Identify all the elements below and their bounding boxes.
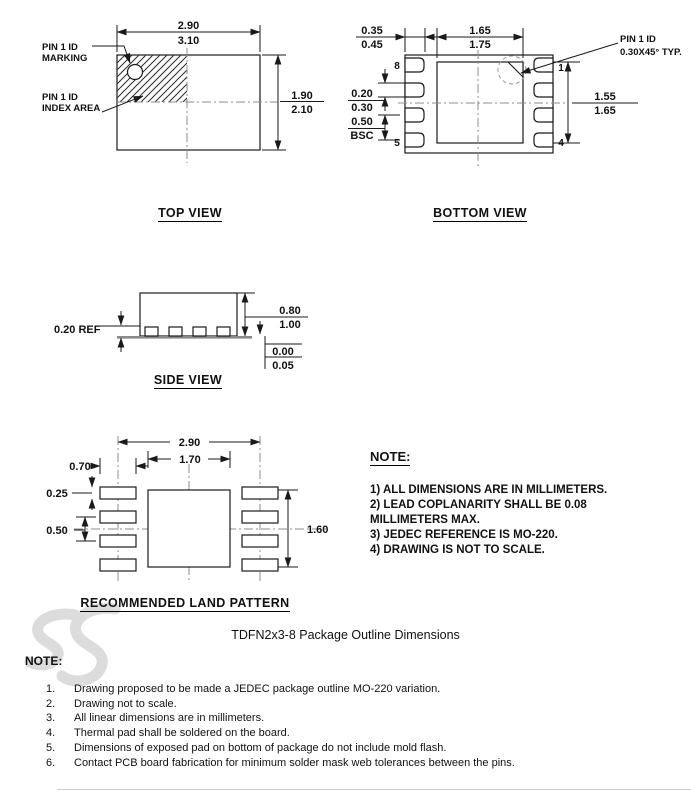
- body-height-dimension: [237, 293, 308, 336]
- dim-label: 0.50: [46, 525, 68, 537]
- footer-note-item: [46, 756, 666, 771]
- item-number: 1.: [46, 683, 56, 695]
- callout-label: INDEX AREA: [42, 103, 101, 114]
- footer-note-item: [46, 711, 666, 726]
- callout-label: MARKING: [42, 53, 88, 64]
- dim-label: 0.30: [351, 102, 373, 114]
- side-view-title: SIDE VIEW: [153, 373, 223, 387]
- footer-note-heading: NOTE:: [25, 654, 63, 668]
- note-item: 4) DRAWING IS NOT TO SCALE.: [370, 544, 545, 556]
- note-item: 2) LEAD COPLANARITY SHALL BE 0.08 MILLIMETERS MAX.: [370, 499, 587, 526]
- land-pattern-drawing: [30, 430, 360, 595]
- dim-label: 1.00: [279, 319, 301, 331]
- dim-label: 0.70: [69, 461, 91, 473]
- dim-label: 0.00: [272, 346, 294, 358]
- top-view-drawing: [30, 10, 335, 175]
- pin1-index-hatch-area: [118, 56, 187, 102]
- footer-note-item: [46, 697, 666, 712]
- dim-label: 0.50: [351, 116, 373, 128]
- callout-label: PIN 1 ID: [42, 42, 78, 53]
- dim-label: 2.90: [177, 20, 200, 32]
- pad-length-dimension: [69, 458, 148, 474]
- pin-number: 4: [558, 138, 564, 149]
- dim-label: 0.05: [272, 360, 294, 372]
- side-view-body: [117, 293, 252, 337]
- dim-label: 1.90: [291, 90, 313, 102]
- top-view-title: TOP VIEW: [158, 206, 222, 220]
- dim-label: 2.90: [178, 437, 201, 449]
- pin-number: 5: [394, 138, 400, 149]
- item-text: Drawing proposed to be made a JEDEC package outline MO-220 variation.: [74, 683, 441, 695]
- callout-label: PIN 1 ID: [620, 34, 656, 45]
- dim-label: 1.65: [594, 105, 616, 117]
- item-number: 5.: [46, 741, 56, 754]
- pitch-dimension: [348, 115, 400, 142]
- item-number: 2.: [46, 697, 56, 710]
- pad-width-dimension: [46, 476, 92, 510]
- dim-label: 0.80: [279, 305, 301, 317]
- page-edge: [57, 789, 691, 790]
- dim-label: 2.10: [291, 104, 313, 116]
- thermal-pad: [148, 490, 230, 567]
- dim-label: 3.10: [177, 35, 200, 47]
- item-text: Thermal pad shall be soldered on the board.: [74, 727, 290, 740]
- dim-label: BSC: [350, 130, 374, 142]
- pin-number: 1: [558, 63, 564, 74]
- bottom-view-drawing: [340, 10, 691, 175]
- top-view-width-dimension: [117, 20, 260, 52]
- footer-note-item: [46, 726, 666, 741]
- item-number: 3.: [46, 712, 56, 725]
- callout-label: PIN 1 ID: [42, 92, 78, 103]
- item-text: Drawing not to scale.: [74, 697, 177, 710]
- side-view-drawing: [40, 270, 345, 380]
- bottom-view-title: BOTTOM VIEW: [433, 206, 527, 220]
- dim-label: 0.45: [361, 39, 383, 51]
- item-text: Contact PCB board fabrication for minimum solder mask web tolerances between the pins.: [74, 756, 515, 769]
- item-text: Dimensions of exposed pad on bottom of package do not include mold flash.: [74, 741, 447, 754]
- note-item: 3) JEDEC REFERENCE IS MO-220.: [370, 529, 558, 541]
- item-text: All linear dimensions are in millimeters.: [74, 712, 265, 725]
- overall-width-dimension: [118, 437, 260, 449]
- item-number: 4.: [46, 727, 56, 740]
- inner-width-dimension: [148, 451, 230, 468]
- dim-label: 1.65: [469, 25, 491, 37]
- pitch-dimension: [46, 517, 96, 541]
- dim-label: 1.55: [594, 91, 616, 103]
- pad-width-dimension: [437, 25, 523, 58]
- notes-list: [370, 483, 646, 558]
- dim-label: 1.75: [469, 39, 491, 51]
- notes-heading: NOTE:: [370, 449, 411, 464]
- lead-thickness-dimension: [54, 311, 140, 352]
- dim-label: 0.20: [351, 88, 373, 100]
- note-item: 1) ALL DIMENSIONS ARE IN MILLIMETERS.: [370, 484, 608, 496]
- dim-label: 0.35: [361, 25, 383, 37]
- dim-label: 1.60: [307, 524, 329, 536]
- lead-length-dimension: [356, 25, 437, 52]
- pin-number: 8: [394, 61, 400, 72]
- callout-label: 0.30X45° TYP.: [620, 47, 682, 58]
- pin1-marking-circle: [128, 65, 143, 80]
- land-pattern-title: RECOMMENDED LAND PATTERN: [80, 596, 290, 610]
- pad-height-dimension: [553, 62, 638, 143]
- document-title: TDFN2x3-8 Package Outline Dimensions: [231, 628, 460, 642]
- lead-width-dimension: [348, 69, 405, 114]
- dim-label: 0.20 REF: [54, 324, 101, 336]
- dim-label: 0.25: [46, 488, 68, 500]
- footer-note-item: [46, 741, 666, 756]
- dim-label: 1.70: [179, 454, 201, 466]
- footer-note-list: [46, 682, 666, 770]
- footer-note-item: [46, 682, 666, 697]
- item-number: 6.: [46, 756, 56, 769]
